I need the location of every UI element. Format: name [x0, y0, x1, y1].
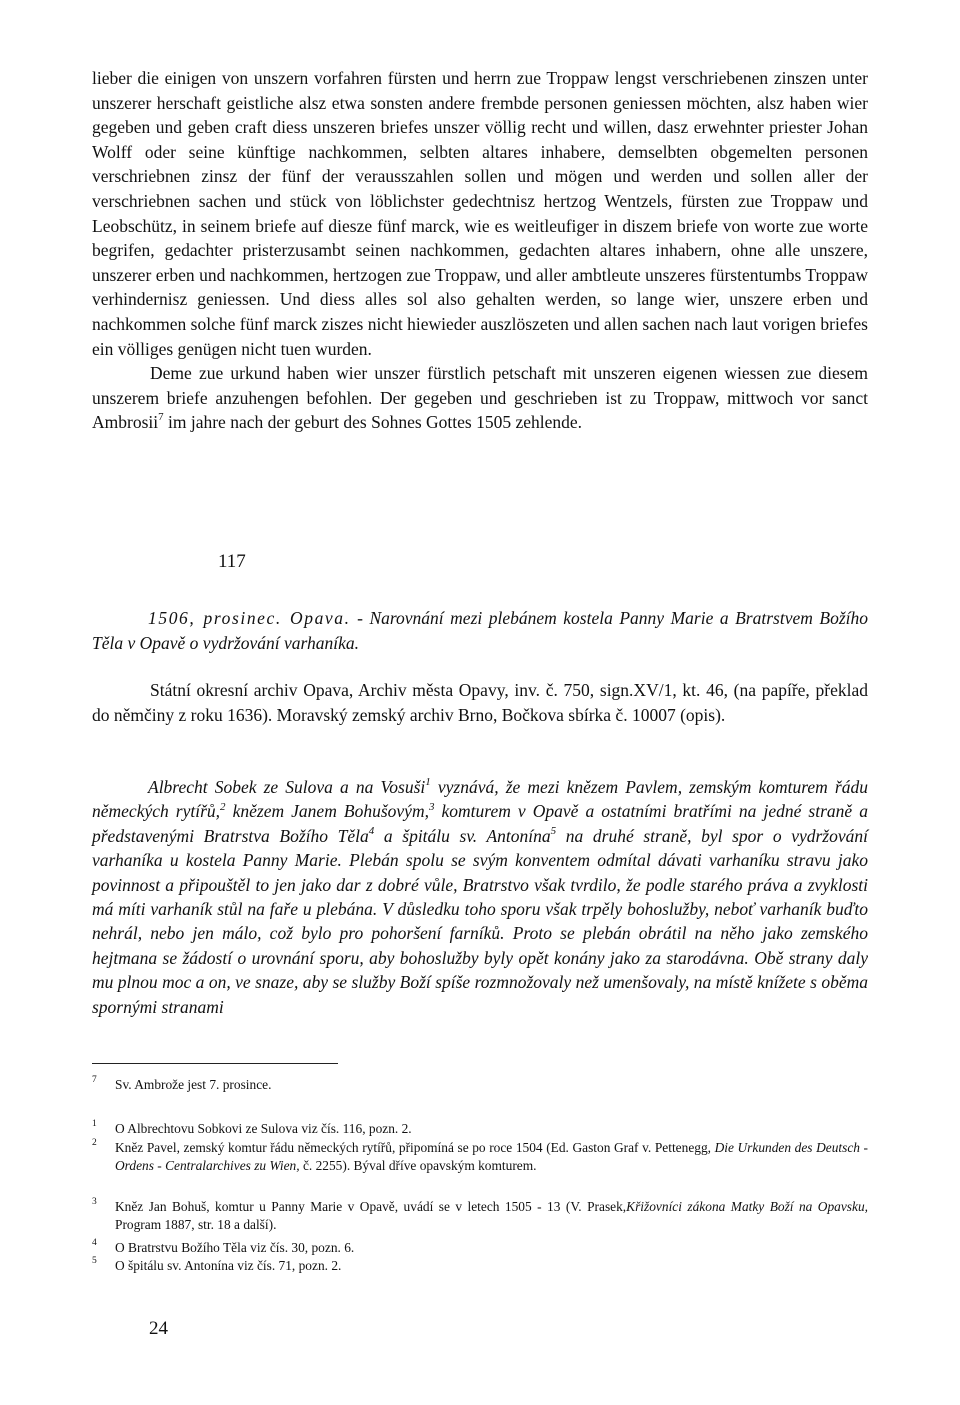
charter-paragraph-1 [92, 66, 868, 361]
footnote-text: Sv. Ambrože jest 7. prosince. [115, 1077, 272, 1092]
footnote-ref-5: 5 [550, 824, 557, 837]
footnote-number: 3 [92, 1197, 97, 1207]
footnote-cited-title: Křižovníci zákona Matky Boží na Opavsku, [626, 1199, 868, 1214]
document-number: 117 [218, 551, 246, 572]
footnote-ref-1: 1 [425, 776, 431, 789]
footnote-divider [92, 1063, 338, 1064]
footnote-ref-7: 7 [158, 411, 164, 424]
footnote-ref-3: 3 [428, 800, 435, 813]
archive-source-note: Státní okresní archiv Opava, Archiv města Opavy, inv. č. 750, sign.XV/1, kt. 46, (na papíře, překlad do němčiny z roku 1636). Moravský zemský archiv Brno, Bočkova sbírka č. 10007 (opis). [92, 680, 868, 725]
abstract-text-3: knězem Janem Bohušovým, [225, 801, 429, 822]
footnote-2 [92, 1139, 868, 1175]
document-abstract [92, 775, 868, 1019]
abstract-text-2: vyznává, že mezi knězem Pavlem, zemským komturem řádu německých rytířů, [92, 777, 868, 822]
abstract-text-5: a špitálu sv. Antonína [374, 825, 551, 846]
heading-date-place: 1506, prosinec. Opava. [148, 608, 351, 628]
charter-paragraph-1-text: lieber die einigen von unszern vorfahren fürsten und herrn zue Troppaw lengst verschriebenen zinszen unter unszerer herschaft geistliche alsz etwa sonsten andere frembde personen geniessen möchten, alsz haben wier gegeben und geben craft diess unszeren briefes unszer völlig recht und willen, dasz erwehnter priester Johan Wolff oder seine künftige nachkommen, selbten altares inhabere, demselbten obgemelten personen verschriebnen zinsz der fünf der verausszahlen sollen und mögen und werden und sollen aller der verschriebnen sachen und stück von löblichster gedechtnisz hertzog Wentzels, fürsten zue Troppaw und Leobschütz, in seinem briefe auf diesze fünf marck, wie es weitleufiger in diszem briefe von worte zue worte begrifen, gedachter pristerzusambt seinen nachkommen, gedachten altares inhabern, ohne alle unszere, unszerer erben und nachkommen, hertzogen zue Troppaw, und aller ambtleute unszeres fürstentumbs Troppaw verhindernisz geniessen. Und diess alles sol also gehalten werden, so lange wier, unszere erben und nachkommen solche fünf marck ziszes nicht hiewieder auszlöszeten und allen sachen nach laut vorigen briefes ein völliges genügen nicht tuen wurden. [92, 68, 868, 359]
footnote-text: O Albrechtovu Sobkovi ze Sulova viz čís. 116, pozn. 2. [115, 1121, 412, 1136]
footnote-number: 2 [92, 1138, 97, 1148]
charter-paragraph-2-text-a: Deme zue urkund haben wier unszer fürstlich petschaft mit unszeren eigenen wiessen zue diesem unszerem briefe anzuhengen befohlen. Der gegeben und geschrieben ist zu Troppaw, mittwoch vor sanct Ambrosii [92, 363, 868, 433]
heading-title: - Narovnání mezi plebánem kostela Panny Marie a Bratrstvem Božího Těla v Opavě o vydržování varhaníka. [92, 608, 868, 653]
footnote-text [115, 1198, 868, 1234]
abstract-text-6: na druhé straně, byl spor o vydržování varhaníka u kostela Panny Marie. Plebán spolu se svým konventem odmítal dávati varhaníku stravu jako povinnost a připouštěl to jen jako dar z dobré vůle, Bratrstvo však tvrdilo, že podle starého práva a zvyklosti má míti varhaník stůl na faře u plebána. V důsledku toho sporu však trpěly bohoslužby, neboť varhaník buďto nehrál, nebo jen málo, což bylo pro pohoršení farníků. Proto se plebán obrátil na něho jako zemského hejtmana se žádostí o urovnání sporu, aby bohoslužby byly opět konány jako za starodávna. Obě strany daly mu plnou moc a on, ve snaze, aby se služby Boží spíše rozmnožovaly než umenšovaly, na místě knížete s oběma spornými stranami [92, 825, 868, 1017]
footnote-number: 7 [92, 1075, 97, 1085]
footnote-number: 1 [92, 1119, 97, 1129]
footnote-text [115, 1139, 868, 1175]
footnote-3 [92, 1198, 868, 1234]
charter-text-continuation [92, 66, 868, 435]
abstract-text-4: komturem v Opavě a ostatními bratřími na jedné straně a představenými Bratrstva Božího Těla [92, 801, 868, 846]
footnote-number: 4 [92, 1238, 97, 1248]
footnote-5 [92, 1257, 868, 1275]
footnote-text-a: Kněz Jan Bohuš, komtur u Panny Marie v Opavě, uvádí se v letech 1505 - 13 (V. Prasek, [115, 1199, 627, 1214]
document-heading [92, 606, 868, 655]
footnote-text-b: Program 1887, str. 18 a další). [115, 1216, 277, 1232]
page-number: 24 [149, 1318, 168, 1339]
footnote-1 [92, 1120, 868, 1138]
footnote-7 [92, 1076, 868, 1094]
charter-paragraph-2-text-b: im jahre nach der geburt des Sohnes Gottes 1505 zehlende. [163, 412, 583, 433]
footnote-text: O špitálu sv. Antonína viz čís. 71, pozn. 2. [115, 1258, 342, 1273]
footnote-text-a: Kněz Pavel, zemský komtur řádu německých rytířů, připomíná se po roce 1504 (Ed. Gaston Graf v. Pettenegg, [115, 1140, 715, 1155]
footnote-ref-2: 2 [220, 800, 226, 813]
footnote-text-b: č. 2255). Býval dříve opavským komturem. [299, 1157, 537, 1173]
footnote-number: 5 [92, 1256, 97, 1266]
abstract-text-1: Albrecht Sobek ze Sulova a na Vosuši [148, 777, 426, 797]
footnote-text: O Bratrstvu Božího Těla viz čís. 30, pozn. 6. [115, 1240, 355, 1255]
footnote-ref-4: 4 [368, 824, 375, 837]
footnote-4 [92, 1239, 868, 1257]
charter-paragraph-2 [92, 361, 868, 435]
footnote-cited-title: Die Urkunden des Deutsch - Ordens - Centralarchives zu Wien, [115, 1140, 868, 1173]
